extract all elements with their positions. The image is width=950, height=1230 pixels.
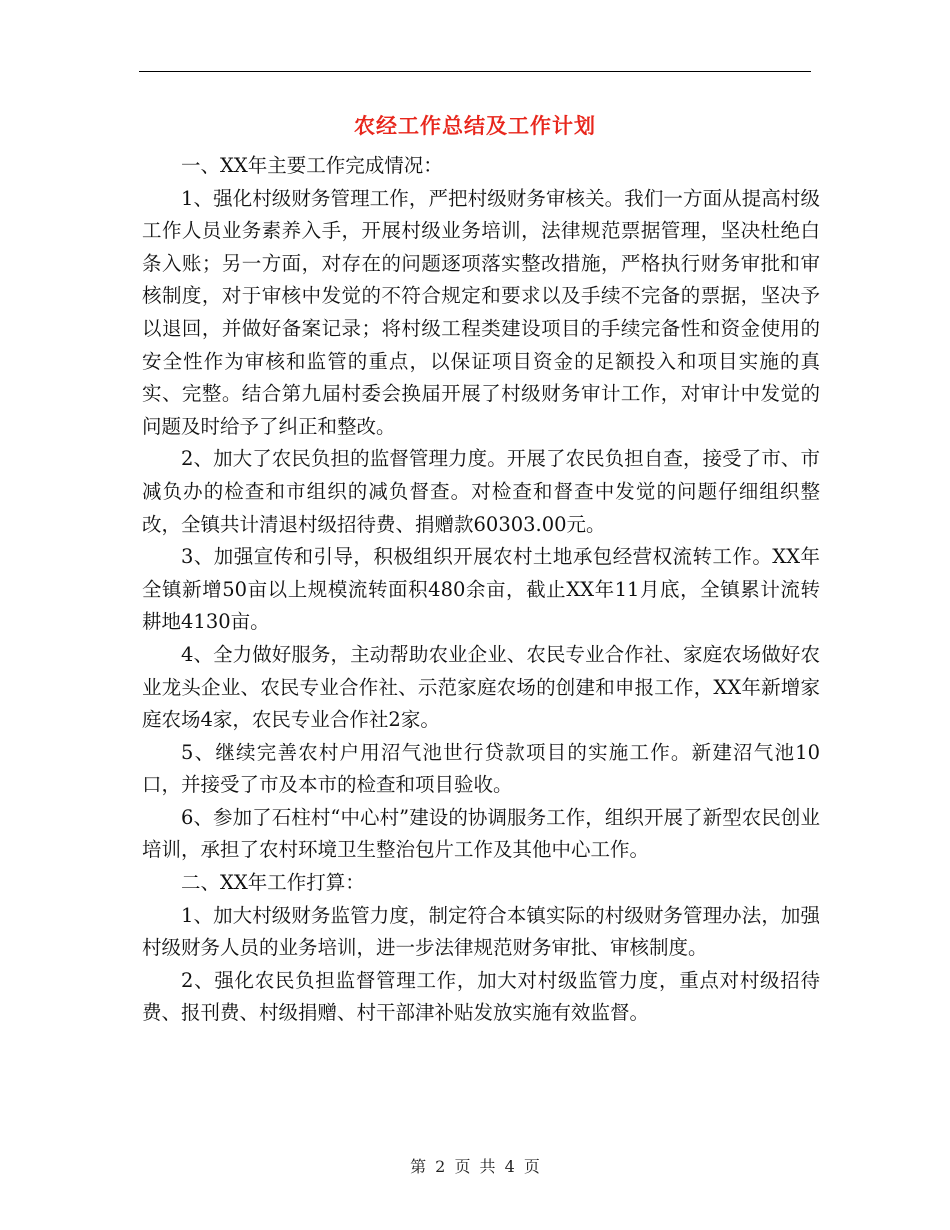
- paragraph: 2、加大了农民负担的监督管理力度。开展了农民负担自查，接受了市、市减负办的检查和市组织的减负督查。对检查和督查中发觉的问题仔细组织整改，全镇共计清退村级招待费、捐赠款60303.00元。: [142, 447, 820, 536]
- paragraph: 1、加大村级财务监管力度，制定符合本镇实际的村级财务管理办法，加强村级财务人员的业务培训，进一步法律规范财务审批、审核制度。: [142, 903, 820, 960]
- paragraph: 1、强化村级财务管理工作，严把村级财务审核关。我们一方面从提高村级工作人员业务素养入手，开展村级业务培训，法律规范票据管理，坚决杜绝白条入账；另一方面，对存在的问题逐项落实整改措施，严格执行财务审批和审核制度，对于审核中发觉的不符合规定和要求以及手续不完备的票据，坚决予以退回，并做好备案记录；将村级工程类建设项目的手续完备性和资金使用的安全性作为审核和监管的重点，以保证项目资金的足额投入和项目实施的真实、完整。结合第九届村委会换届开展了村级财务审计工作，对审计中发觉的问题及时给予了纠正和整改。: [142, 186, 820, 438]
- header-rule: [139, 71, 811, 72]
- paragraph: 4、全力做好服务，主动帮助农业企业、农民专业合作社、家庭农场做好农业龙头企业、农民专业合作社、示范家庭农场的创建和申报工作，XX年新增家庭农场4家，农民专业合作社2家。: [142, 642, 820, 732]
- document-body: [142, 150, 820, 1030]
- section-heading-2: 二、XX年工作打算：: [181, 871, 365, 895]
- paragraph: 6、参加了石柱村“中心村”建设的协调服务工作，组织开展了新型农民创业培训，承担了农村环境卫生整治包片工作及其他中心工作。: [142, 805, 820, 862]
- section-heading-1: 一、XX年主要工作完成情况：: [181, 154, 443, 177]
- paragraph: 2、强化农民负担监督管理工作，加大对村级监管力度，重点对村级招待费、报刊费、村级捐赠、村干部津补贴发放实施有效监督。: [142, 968, 820, 1025]
- paragraph: 3、加强宣传和引导，积极组织开展农村土地承包经营权流转工作。XX年全镇新增50亩以上规模流转面积480余亩，截止XX年11月底，全镇累计流转耕地4130亩。: [142, 545, 820, 634]
- document-title: 农经工作总结及工作计划: [354, 114, 596, 138]
- paragraph: 5、继续完善农村户用沼气池世行贷款项目的实施工作。新建沼气池10口，并接受了市及本市的检查和项目验收。: [142, 740, 820, 797]
- page-footer: 第 2 页 共 4 页: [410, 1157, 540, 1176]
